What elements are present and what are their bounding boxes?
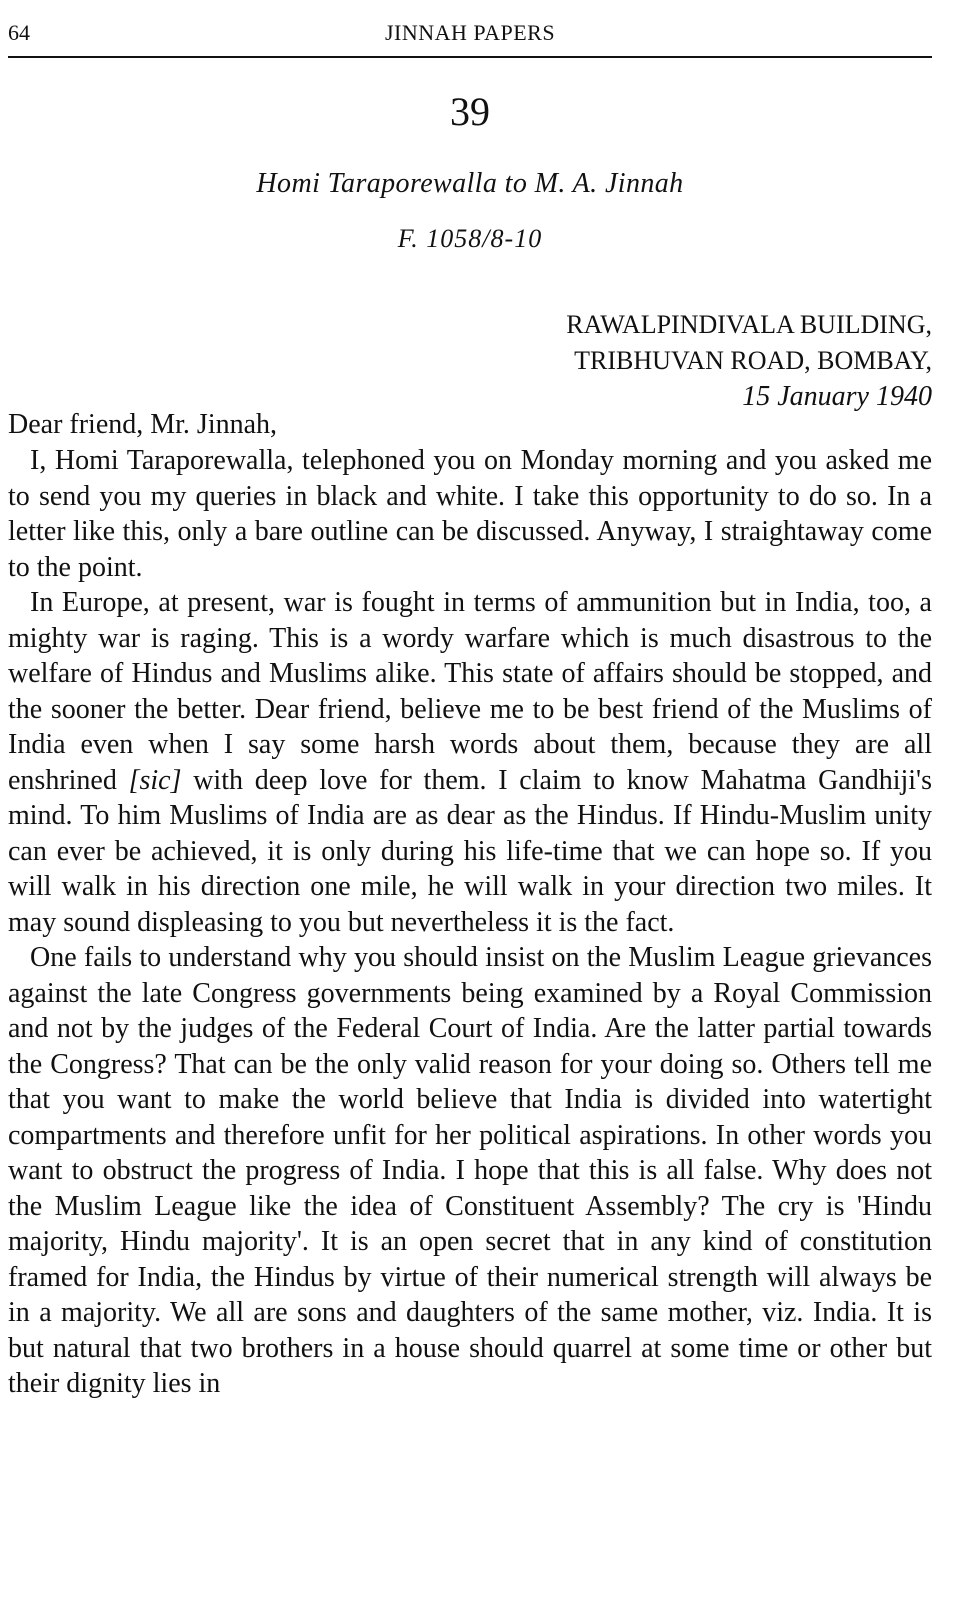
book-page bbox=[8, 0, 932, 1597]
paragraph-3: One fails to understand why you should insist on the Muslim League grievances against the late Congress governments being examined by a Royal Commission and not by the judges of the Federal Court of India. Are the latter partial towards the Congress? That can be the only valid reason for your doing so. Others tell me that you want to make the world believe that India is divided into watertight compartments and therefore unfit for her political aspirations. In other words you want to obstruct the progress of India. I hope that this is all false. Why does not the Muslim League like the idea of Constituent Assembly? The cry is 'Hindu majority, Hindu majority'. It is an open secret that in any kind of constitution framed for India, the Hindus by virtue of their numerical strength will always be in a majority. We all are sons and daughters of the same mother, viz. India. It is but natural that two brothers in a house should quarrel at some time or other but their dignity lies in bbox=[8, 942, 932, 1399]
letter-address-block bbox=[566, 307, 932, 415]
document-heading: Homi Taraporewalla to M. A. Jinnah bbox=[256, 168, 684, 199]
document-number: 39 bbox=[450, 89, 490, 134]
paragraph-2-text-b: with deep love for them. I claim to know Mahatma Gandhiji's mind. To him Muslims of India are as dear as the Hindus. If Hindu-Muslim unity can ever be achieved, it is only during his life-time that we can hope so. If you will walk in his direction one mile, he will walk in your direction two miles. It may sound displeasing to you but nevertheless it is the fact. bbox=[8, 764, 932, 938]
letter-date: 15 January 1940 bbox=[742, 381, 932, 412]
running-title: JINNAH PAPERS bbox=[384, 20, 556, 45]
letter-body bbox=[8, 443, 932, 1402]
page-number: 64 bbox=[8, 20, 30, 45]
paragraph-2 bbox=[8, 585, 932, 940]
file-reference: F. 1058/8-10 bbox=[397, 224, 543, 253]
address-line-1: RAWALPINDIVALA BUILDING, bbox=[566, 310, 932, 339]
paragraph-1: I, Homi Taraporewalla, telephoned you on Monday morning and you asked me to send you my queries in black and white. I take this opportunity to do so. In a letter like this, only a bare outline can be discussed. Anyway, I straightaway come to the point. bbox=[8, 445, 932, 583]
running-header bbox=[8, 0, 932, 58]
sic-note: [sic] bbox=[128, 764, 182, 796]
paragraph-2-text-a: In Europe, at present, war is fought in terms of ammunition but in India, too, a mighty war is raging. This is a wordy warfare which is much disastrous to the welfare of Hindus and Muslims alike. This state of affairs should be stopped, and the sooner the better. Dear friend, believe me to be best friend of the Muslims of India even when I say some harsh words about them, because they are all enshrined bbox=[8, 587, 932, 796]
salutation: Dear friend, Mr. Jinnah, bbox=[8, 409, 278, 440]
address-line-2: TRIBHUVAN ROAD, BOMBAY, bbox=[574, 346, 932, 375]
